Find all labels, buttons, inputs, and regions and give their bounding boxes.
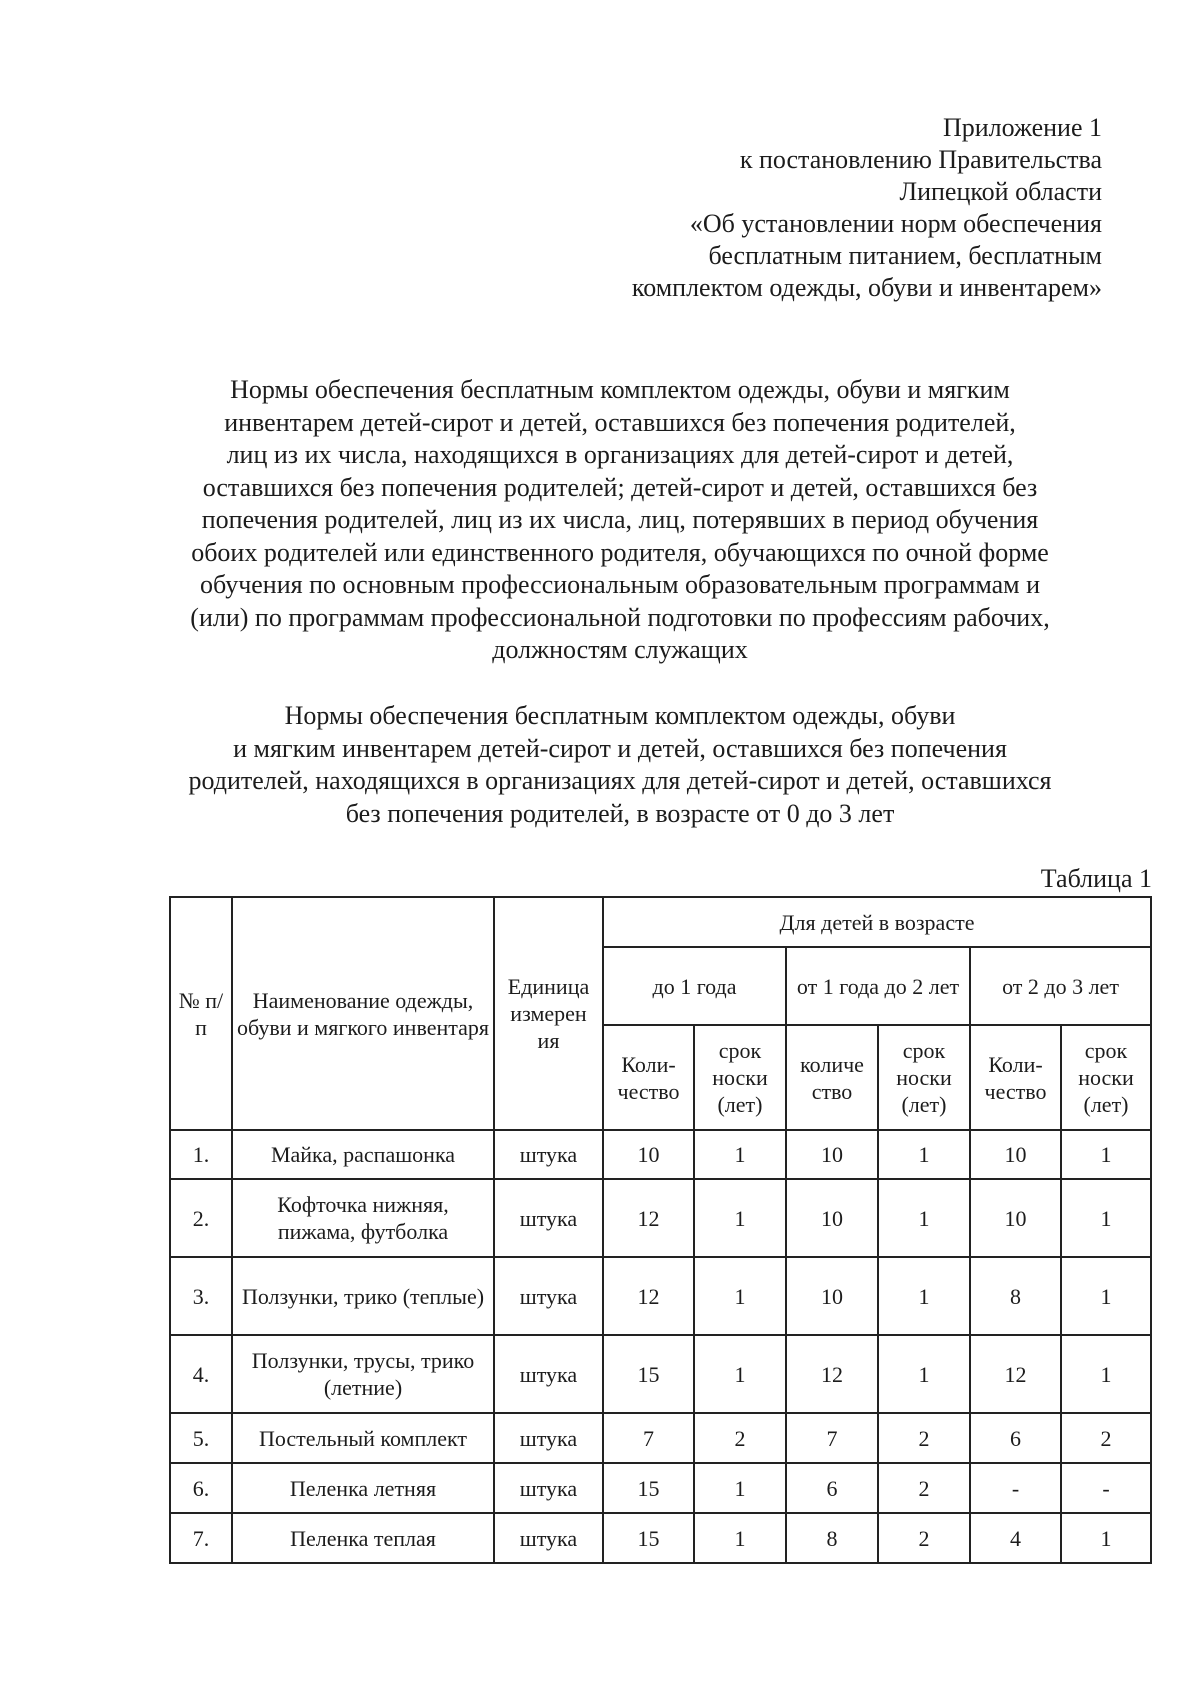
cell-qty: 12 <box>786 1335 878 1413</box>
appendix-line: Липецкой области <box>899 177 1102 206</box>
cell-qty: 10 <box>786 1179 878 1257</box>
appendix-line: бесплатным питанием, бесплатным <box>708 241 1102 270</box>
table-row <box>170 1257 1151 1335</box>
col-header-qty: Коли- чество <box>603 1025 694 1130</box>
cell-unit: штука <box>494 1335 603 1413</box>
cell-name: Майка, распашонка <box>232 1130 494 1179</box>
cell-wear: 1 <box>1061 1335 1151 1413</box>
cell-name: Кофточка нижняя, пижама, футболка <box>232 1179 494 1257</box>
cell-qty: 12 <box>603 1257 694 1335</box>
cell-qty: 6 <box>786 1463 878 1513</box>
cell-qty: 15 <box>603 1463 694 1513</box>
table-row <box>170 1513 1151 1563</box>
cell-name: Ползунки, трико (теплые) <box>232 1257 494 1335</box>
col-header-qty: количе ство <box>786 1025 878 1130</box>
col-header-num: № п/п <box>170 897 232 1130</box>
cell-qty: 7 <box>786 1413 878 1463</box>
cell-qty: 12 <box>603 1179 694 1257</box>
main-title-line: лиц из их числа, находящихся в организациях для детей-сирот и детей, <box>226 440 1014 469</box>
main-title-line: обучения по основным профессиональным образовательным программам и <box>199 570 1041 599</box>
cell-qty: 10 <box>603 1130 694 1179</box>
sub-title <box>140 700 1100 830</box>
col-header-age-1: до 1 года <box>603 947 786 1025</box>
cell-name: Ползунки, трусы, трико (летние) <box>232 1335 494 1413</box>
cell-unit: штука <box>494 1130 603 1179</box>
table-row <box>170 1130 1151 1179</box>
sub-title-line: Нормы обеспечения бесплатным комплектом одежды, обуви <box>284 701 956 730</box>
cell-wear: 1 <box>878 1179 970 1257</box>
cell-wear: 2 <box>1061 1413 1151 1463</box>
table-row <box>170 1179 1151 1257</box>
cell-qty: 10 <box>970 1130 1061 1179</box>
cell-wear: 1 <box>1061 1513 1151 1563</box>
cell-unit: штука <box>494 1463 603 1513</box>
cell-wear: 1 <box>1061 1130 1151 1179</box>
cell-wear: 1 <box>878 1130 970 1179</box>
col-header-name: Наименование одежды, обуви и мягкого инвентаря <box>232 897 494 1130</box>
col-header-age-group: Для детей в возрасте <box>603 897 1151 947</box>
cell-name: Постельный комплект <box>232 1413 494 1463</box>
cell-qty: 10 <box>970 1179 1061 1257</box>
cell-qty: 15 <box>603 1335 694 1413</box>
sub-title-line: и мягким инвентарем детей-сирот и детей, оставшихся без попечения <box>233 733 1007 763</box>
cell-num: 6. <box>170 1463 232 1513</box>
cell-unit: штука <box>494 1513 603 1563</box>
cell-qty: 7 <box>603 1413 694 1463</box>
main-title-line: должностям служащих <box>492 635 748 664</box>
table-label: Таблица 1 <box>1040 864 1152 893</box>
cell-wear: 2 <box>694 1413 786 1463</box>
cell-num: 7. <box>170 1513 232 1563</box>
cell-wear: 1 <box>878 1335 970 1413</box>
appendix-line: к постановлению Правительства <box>739 145 1102 174</box>
cell-qty: - <box>970 1463 1061 1513</box>
cell-wear: 1 <box>878 1257 970 1335</box>
cell-unit: штука <box>494 1257 603 1335</box>
cell-qty: 10 <box>786 1130 878 1179</box>
cell-num: 3. <box>170 1257 232 1335</box>
col-header-age-3: от 2 до 3 лет <box>970 947 1151 1025</box>
main-title-line: обоих родителей или единственного родителя, обучающихся по очной форме <box>191 537 1049 567</box>
cell-num: 1. <box>170 1130 232 1179</box>
cell-num: 4. <box>170 1335 232 1413</box>
main-title-line: инвентарем детей-сирот и детей, оставшихся без попечения родителей, <box>224 407 1016 437</box>
cell-qty: 10 <box>786 1257 878 1335</box>
cell-qty: 15 <box>603 1513 694 1563</box>
cell-name: Пеленка летняя <box>232 1463 494 1513</box>
col-header-age-2: от 1 года до 2 лет <box>786 947 970 1025</box>
table-row <box>170 1413 1151 1463</box>
cell-qty: 6 <box>970 1413 1061 1463</box>
cell-qty: 8 <box>970 1257 1061 1335</box>
appendix-line: комплектом одежды, обуви и инвентарем» <box>631 273 1102 302</box>
main-title-line: оставшихся без попечения родителей; детей-сирот и детей, оставшихся без <box>202 472 1038 502</box>
cell-wear: 1 <box>694 1257 786 1335</box>
col-header-unit: Единица измерен ия <box>494 897 603 1130</box>
cell-wear: 1 <box>694 1463 786 1513</box>
appendix-line: Приложение 1 <box>942 113 1102 142</box>
cell-qty: 8 <box>786 1513 878 1563</box>
cell-unit: штука <box>494 1179 603 1257</box>
cell-wear: 1 <box>694 1130 786 1179</box>
main-title-line: (или) по программам профессиональной подготовки по профессиям рабочих, <box>190 602 1050 632</box>
cell-wear: 2 <box>878 1463 970 1513</box>
cell-num: 2. <box>170 1179 232 1257</box>
main-title <box>140 374 1100 667</box>
appendix-header <box>632 112 1102 304</box>
cell-wear: - <box>1061 1463 1151 1513</box>
cell-name: Пеленка теплая <box>232 1513 494 1563</box>
col-header-wear: срок носки (лет) <box>694 1025 786 1130</box>
main-title-line: Нормы обеспечения бесплатным комплектом одежды, обуви и мягким <box>230 375 1010 404</box>
table-row <box>170 1463 1151 1513</box>
col-header-wear: срок носки (лет) <box>1061 1025 1151 1130</box>
sub-title-line: родителей, находящихся в организациях для детей-сирот и детей, оставшихся <box>188 766 1052 795</box>
header-row <box>170 897 1151 947</box>
cell-qty: 12 <box>970 1335 1061 1413</box>
cell-unit: штука <box>494 1413 603 1463</box>
cell-qty: 4 <box>970 1513 1061 1563</box>
cell-num: 5. <box>170 1413 232 1463</box>
col-header-wear: срок носки (лет) <box>878 1025 970 1130</box>
col-header-qty: Коли- чество <box>970 1025 1061 1130</box>
cell-wear: 2 <box>878 1413 970 1463</box>
appendix-line: «Об установлении норм обеспечения <box>689 209 1102 238</box>
norms-table <box>169 896 1152 1564</box>
sub-title-line: без попечения родителей, в возрасте от 0 до 3 лет <box>345 798 895 828</box>
cell-wear: 1 <box>694 1179 786 1257</box>
cell-wear: 1 <box>694 1513 786 1563</box>
cell-wear: 2 <box>878 1513 970 1563</box>
table-row <box>170 1335 1151 1413</box>
cell-wear: 1 <box>1061 1179 1151 1257</box>
cell-wear: 1 <box>1061 1257 1151 1335</box>
cell-wear: 1 <box>694 1335 786 1413</box>
main-title-line: попечения родителей, лиц из их числа, лиц, потерявших в период обучения <box>201 505 1039 534</box>
